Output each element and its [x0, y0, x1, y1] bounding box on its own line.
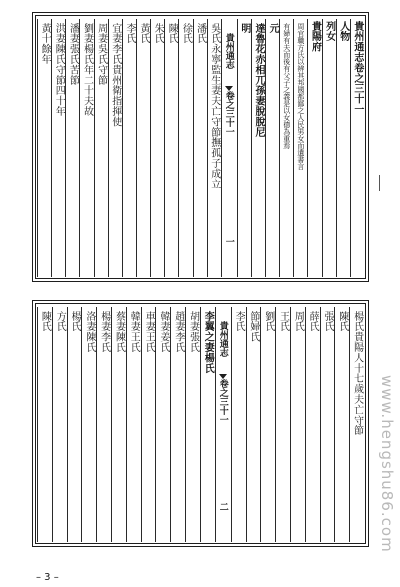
margin-title: 貴州通志	[223, 33, 234, 69]
column-rule	[111, 307, 112, 542]
column-rule	[185, 307, 186, 542]
column-rule	[200, 307, 201, 542]
text-column: 陳氏	[336, 311, 348, 332]
column-rule	[349, 307, 350, 542]
text-column: 周官職方氏以辨其邦國都鄙之人民男女而遺書言	[296, 23, 305, 170]
column-rule	[122, 19, 123, 277]
gutter-rule	[237, 19, 238, 277]
gutter-rule	[221, 19, 222, 277]
text-column: 陳氏	[166, 23, 178, 44]
text-column: 方氏	[54, 311, 66, 332]
column-rule	[94, 19, 95, 277]
text-column: 明	[238, 23, 250, 34]
column-rule	[136, 19, 137, 277]
column-rule	[141, 307, 142, 542]
column-rule	[193, 19, 194, 277]
column-rule	[126, 307, 127, 542]
column-rule	[251, 19, 252, 277]
text-column: 張氏	[321, 311, 333, 332]
text-column: 有婦有夫而後有父子之義是以女德為重焉	[282, 23, 291, 149]
text-column: 洛妻陳氏	[83, 311, 95, 353]
fishtail-mark-icon	[219, 367, 227, 375]
text-column: 李氏	[123, 23, 135, 44]
text-column: 潘氏	[194, 23, 206, 44]
column-rule	[207, 19, 208, 277]
text-column: 蔡妻陳氏	[113, 311, 125, 353]
text-column: 楊氏	[69, 311, 81, 332]
text-column: 達魯花赤相兀孫妻脫脫尼	[252, 23, 264, 138]
column-rule	[350, 19, 351, 277]
column-rule	[150, 19, 151, 277]
column-rule	[81, 307, 82, 542]
binding-edge-mark	[379, 175, 390, 191]
top-page-columns	[37, 19, 364, 277]
text-column: 人物	[337, 21, 349, 42]
column-rule	[51, 19, 52, 277]
text-column: 薛氏	[307, 311, 319, 332]
column-rule	[52, 307, 53, 542]
column-rule	[170, 307, 171, 542]
column-rule	[307, 19, 308, 277]
text-column: 劉妻楊氏年二十夫故	[81, 23, 93, 117]
column-rule	[164, 19, 165, 277]
margin-page: 二	[217, 502, 228, 511]
margin-volume: 卷之三十一	[217, 379, 228, 424]
top-page-panel	[32, 12, 369, 282]
bottom-page-columns	[37, 307, 364, 542]
text-column: 韓妻姜氏	[157, 311, 169, 353]
text-column: 貴州通志卷之三十一	[351, 21, 363, 115]
text-column: 節婦氏	[247, 311, 259, 343]
gutter-rule	[215, 307, 216, 542]
text-column: 宜妻李氏貴州衛指揮使	[109, 23, 121, 127]
column-rule	[305, 307, 306, 542]
text-column: 車妻王氏	[143, 311, 155, 353]
text-column: 潘妻張氏苦節	[67, 23, 79, 86]
column-rule	[37, 19, 38, 277]
text-column: 吳氏永寧監生妻夫亡守節撫孤子成立	[208, 23, 220, 190]
column-rule	[67, 307, 68, 542]
column-rule	[322, 19, 323, 277]
margin-title: 貴州通志	[217, 321, 228, 357]
text-column: 徐氏	[180, 23, 192, 44]
text-column: 李翼之妻楊氏	[202, 311, 214, 374]
column-rule	[37, 307, 38, 542]
column-rule	[290, 307, 291, 542]
column-rule	[246, 307, 247, 542]
text-column: 洪妻陳氏守節四十年	[53, 23, 65, 117]
column-rule	[279, 19, 280, 277]
text-column: 劉氏	[262, 311, 274, 332]
column-rule	[334, 307, 335, 542]
text-column: 周妻吳氏守節	[95, 23, 107, 86]
text-column: 王氏	[277, 311, 289, 332]
text-column: 黃十餘年	[39, 23, 51, 65]
gutter-rule	[231, 307, 232, 542]
column-rule	[79, 19, 80, 277]
text-column: 貴陽府	[309, 21, 321, 53]
watermark-text: www.hengshu86.com	[378, 375, 396, 553]
text-column: 楊氏貴陽人十七歲夫亡守節	[351, 311, 363, 436]
column-rule	[265, 19, 266, 277]
column-rule	[275, 307, 276, 542]
text-column: 韓妻王氏	[128, 311, 140, 353]
page-number: – 3 –	[36, 572, 59, 583]
column-rule	[178, 19, 179, 277]
column-rule	[65, 19, 66, 277]
column-rule	[320, 307, 321, 542]
column-rule	[336, 19, 337, 277]
text-column: 胡妻張氏	[187, 311, 199, 353]
column-rule	[155, 307, 156, 542]
column-rule	[293, 19, 294, 277]
margin-page: 一	[223, 237, 234, 246]
margin-volume: 卷之三十一	[223, 91, 234, 136]
column-rule	[108, 19, 109, 277]
fishtail-mark-icon	[225, 79, 233, 87]
column-rule	[96, 307, 97, 542]
text-column: 陳氏	[39, 311, 51, 332]
text-column: 元	[267, 23, 279, 34]
text-column: 趙妻李氏	[172, 311, 184, 353]
column-rule	[260, 307, 261, 542]
text-column: 李氏	[233, 311, 245, 332]
text-column: 周氏	[292, 311, 304, 332]
text-column: 列女	[323, 21, 335, 42]
text-column: 朱氏	[152, 23, 164, 44]
text-column: 黃氏	[138, 23, 150, 44]
text-column: 楊妻李氏	[98, 311, 110, 353]
bottom-page-panel	[32, 300, 369, 547]
